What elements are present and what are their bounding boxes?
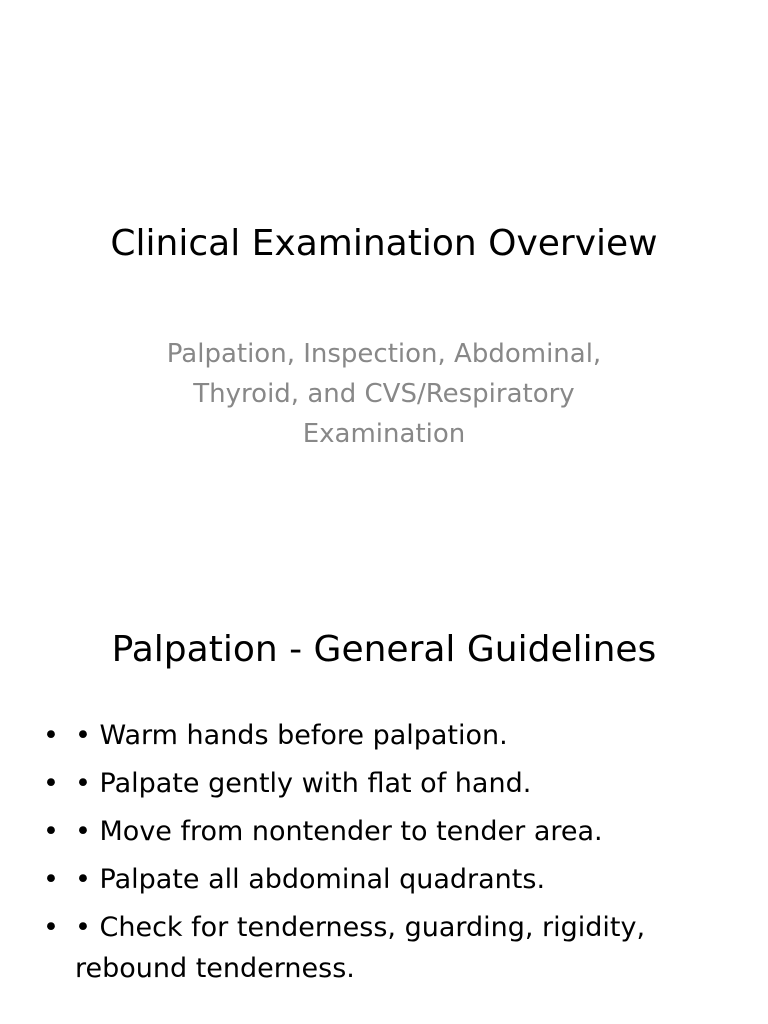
bullet-item: • • Palpate all abdominal quadrants. [40,859,730,900]
slide-title: Palpation - General Guidelines [111,629,657,670]
bullet-item: • • Warm hands before palpation. [40,715,730,756]
slide-2 [0,576,768,1024]
slide-subtitle: Palpation, Inspection, Abdominal, Thyroid, and CVS/Respiratory Examination [166,339,602,449]
slide-title: Clinical Examination Overview [110,223,658,264]
bullet-list [40,715,730,996]
bullet-item: • • Palpate gently with flat of hand. [40,763,730,804]
bullet-item: • • Check for tenderness, guarding, rigidity, rebound tenderness. [40,907,730,989]
bullet-item: • • Move from nontender to tender area. [40,811,730,852]
